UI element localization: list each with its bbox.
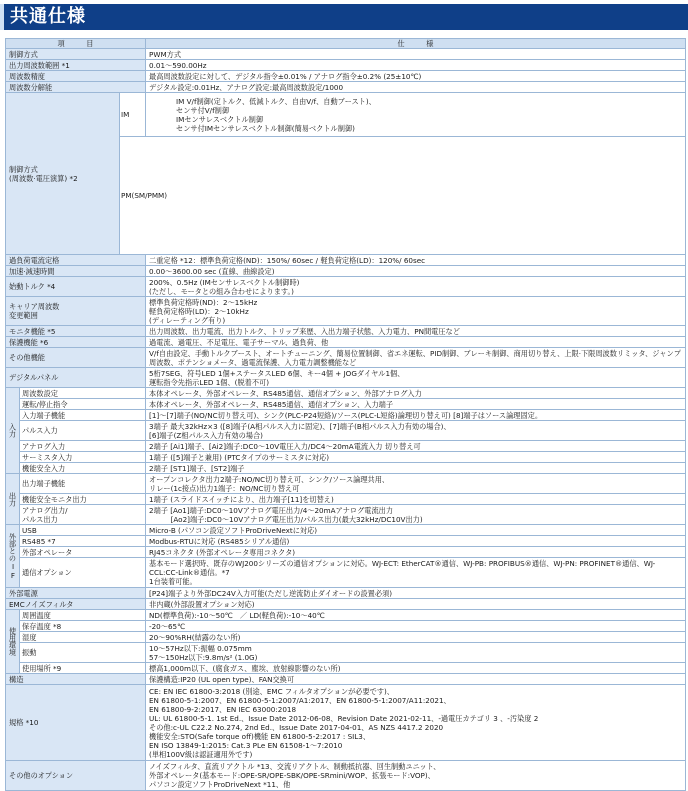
table-row — [6, 441, 686, 452]
row-value: V/f自由設定、手動トルクブースト、オートチューニング、簡易位置制御、省エネ運転、PID制御、ブレーキ制御、商用切り替え、上限·下限周波数リミッタ、ジャンプ周波数、ポテンショメータ、過電流保護、入力電力調整機能など — [146, 348, 686, 368]
row-value: 3端子 最大32kHz×3 ([8]端子(A相パルス入力に固定)、[7]端子(B相パルス入力有効の場合)、 [6]端子(Z相パルス入力有効の場合) — [146, 421, 686, 441]
row-label: アナログ入力 — [20, 441, 146, 452]
table-row — [6, 93, 686, 137]
spec-table-wrapper — [5, 38, 685, 791]
table-row — [6, 255, 686, 266]
row-label: 振動 — [20, 643, 146, 663]
table-row — [6, 474, 686, 494]
table-row — [6, 82, 686, 93]
table-row — [6, 505, 686, 525]
row-value: デジタル設定:0.01Hz、アナログ設定:最高周波数設定/1000 — [146, 82, 686, 93]
table-row — [6, 588, 686, 599]
table-row — [6, 326, 686, 337]
table-row — [6, 368, 686, 388]
table-row — [6, 599, 686, 610]
table-row — [6, 674, 686, 685]
table-row — [6, 388, 686, 399]
page-header — [0, 0, 688, 33]
group-label-output: 出力 — [6, 474, 20, 525]
row-label: 運転/停止指令 — [20, 399, 146, 410]
row-value: 0.01～590.00Hz — [146, 60, 686, 71]
table-row — [6, 643, 686, 663]
row-value: 本体オペレータ、外部オペレータ、RS485通信、通信オプション、外部アナログ入力 — [146, 388, 686, 399]
table-row — [6, 610, 686, 621]
table-row — [6, 536, 686, 547]
row-label: 入力端子機能 — [20, 410, 146, 421]
row-label: 周囲温度 — [20, 610, 146, 621]
sub-label: IM — [120, 93, 146, 137]
row-label: その他のオプション — [6, 761, 146, 791]
row-label: アナログ出力/ パルス出力 — [20, 505, 146, 525]
row-label: 構造 — [6, 674, 146, 685]
row-value: 標準負荷定格時(ND)：2～15kHz 軽負荷定格時(LD)：2～10kHz (ディレーティング有り) — [146, 297, 686, 326]
row-value: 2端子 [Ai1]端子、[Ai2]端子:DC0～10V電圧入力/DC4～20mA電流入力 切り替え可 — [146, 441, 686, 452]
row-value: IM V/f制御(定トルク、低減トルク、自由V/f、自動ブースト)、 センサ付V/f制御 IMセンサレスベクトル制御 センサ付IMセンサレスベクトル制御(簡易ベクトル制御) — [146, 93, 686, 137]
row-value: 20～90%RH(結露のない所) — [146, 632, 686, 643]
table-header-row — [6, 39, 686, 49]
row-label: 制御方式 — [6, 49, 146, 60]
table-row — [6, 399, 686, 410]
row-label: 外部オペレータ — [20, 547, 146, 558]
row-label: EMCノイズフィルタ — [6, 599, 146, 610]
row-label: 過負荷電流定格 — [6, 255, 146, 266]
table-row — [6, 60, 686, 71]
row-label: 始動トルク *4 — [6, 277, 146, 297]
header-item: 項 目 — [6, 39, 146, 49]
row-label: モニタ機能 *5 — [6, 326, 146, 337]
row-value: 2端子 [Ao1]端子:DC0～10Vアナログ電圧出力/4～20mAアナログ電流出力 [Ao2]端子:DC0～10Vアナログ電圧出力/パルス出力(最大32kHz/DC10V出力) — [146, 505, 686, 525]
row-value: 10～57Hz以下:振幅 0.075mm 57～150Hz以下:9.8m/s² (1.0G) — [146, 643, 686, 663]
row-label: 周波数分解能 — [6, 82, 146, 93]
table-row — [6, 49, 686, 60]
page-title: 共通仕様 — [10, 6, 86, 27]
row-label: パルス入力 — [20, 421, 146, 441]
row-label: 制御方式 (周波数·電圧演算) *2 — [6, 93, 120, 255]
row-label: 周波数設定 — [20, 388, 146, 399]
header-accent — [0, 4, 4, 30]
table-row — [6, 621, 686, 632]
row-label: サーミスタ入力 — [20, 452, 146, 463]
row-value: -20～65℃ — [146, 621, 686, 632]
row-label: 通信オプション — [20, 558, 146, 588]
table-row — [6, 463, 686, 474]
row-label: 規格 *10 — [6, 685, 146, 761]
row-label: キャリア周波数 変更範囲 — [6, 297, 146, 326]
row-value: 過電流、過電圧、不足電圧、電子サーマル、過負荷、他 — [146, 337, 686, 348]
row-value: CE: EN IEC 61800-3:2018 (別途、EMC フィルタオプションが必要です)、 EN 61800-5-1:2007、EN 61800-5-1:2007/A1:2017、EN 61800-5-1:2007/A11:2021、 EN 61800-9-2:2017、EN IEC 63000:2018 UL: UL 61800-5-1. 1st Ed.、Issue Date 2012-06-08、Revision Date 2021-02-11、-過電圧カテゴリ 3 、-汚染度 2 その他:c-UL C22.2 No.274, 2nd Ed.、Issue Date 2017-04-01、AS NZS 4417.2 2020 機能安全:STO(Safe torque off)機能 EN 61800-5-2:2017 : SIL3、 EN ISO 13849-1:2015: Cat.3 PLe EN 61508-1～7:2010 (単相100V級は認証適用外です) — [146, 685, 686, 761]
table-row — [6, 277, 686, 297]
table-row — [6, 558, 686, 588]
row-label: 加速·減速時間 — [6, 266, 146, 277]
row-label: USB — [20, 525, 146, 536]
row-label: 機能安全入力 — [20, 463, 146, 474]
table-row — [6, 494, 686, 505]
table-row — [6, 421, 686, 441]
row-value: 標高1,000m以下、(腐食ガス、塵埃、放射線影響のない所) — [146, 663, 686, 674]
row-label: 外部電源 — [6, 588, 146, 599]
row-value: オープンコレクタ出力2端子:NO/NC切り替え可、シンク/ソース論理共用、 リレー(1c接点)出力1端子：NO/NC切り替え可 — [146, 474, 686, 494]
row-label: 周波数精度 — [6, 71, 146, 82]
row-value: 出力周波数、出力電流、出力トルク、トリップ来歴、入出力端子状態、入力電力、PN間電圧など — [146, 326, 686, 337]
row-value: ND(標準負荷):-10～50℃ ／ LD(軽負荷):-10～40℃ — [146, 610, 686, 621]
table-row — [6, 547, 686, 558]
table-row — [6, 71, 686, 82]
row-value: [1]～[7]端子(NO/NC切り替え可)、シンク(PLC-P24短絡)/ソース(PLC-L短絡)論理切り替え可) [8]端子はソース論理固定。 — [146, 410, 686, 421]
row-value: 二重定格 *12：標準負荷定格(ND)：150%/ 60sec / 軽負荷定格(LD)：120%/ 60sec — [146, 255, 686, 266]
row-label: デジタルパネル — [6, 368, 146, 388]
table-row — [6, 525, 686, 536]
header-spec: 仕 様 — [146, 39, 686, 49]
row-value: Modbus-RTUに対応 (RS485シリアル通信) — [146, 536, 686, 547]
row-value: RJ45コネクタ (外部オペレータ専用コネクタ) — [146, 547, 686, 558]
table-row — [6, 761, 686, 791]
table-row — [6, 452, 686, 463]
row-label: 出力端子機能 — [20, 474, 146, 494]
row-label: その他機能 — [6, 348, 146, 368]
table-row — [6, 685, 686, 761]
table-row — [6, 663, 686, 674]
row-value: 2端子 [ST1]端子、[ST2]端子 — [146, 463, 686, 474]
row-value: 1端子 ([5]端子と兼用) (PTCタイプのサーミスタに対応) — [146, 452, 686, 463]
row-label: RS485 *7 — [20, 536, 146, 547]
row-value: 本体オペレータ、外部オペレータ、RS485通信、通信オプション、入力端子 — [146, 399, 686, 410]
row-value: 5桁7SEG、符号LED 1個+ステータスLED 6個、キー4個 + JOGダイヤル1個、 運転指令先指示LED 1個、(脱着不可) — [146, 368, 686, 388]
table-row — [6, 297, 686, 326]
row-value: 基本モード選択時、既存のWJ200シリーズの通信オプションに対応。WJ-ECT: EtherCAT®通信、WJ-PB: PROFIBUS®通信、WJ-PN: PROFINET®通信、WJ-CCL:CC-Link®通信。*7 1台装着可能。 — [146, 558, 686, 588]
table-row — [6, 410, 686, 421]
group-label-external-if: 外部とのIF — [6, 525, 20, 588]
group-label-input: 入力 — [6, 388, 20, 474]
table-row — [6, 348, 686, 368]
group-label-environment: 使用環境 — [6, 610, 20, 674]
row-value: ノイズフィルタ、直流リアクトル *13、交流リアクトル、制動抵抗器、回生制動ユニット、 外部オペレータ(基本モード:OPE-SR/OPE-SBK/OPE-SRmini/WOP、拡張モード:VOP)、 パソコン設定ソフトProDriveNext *11、他 — [146, 761, 686, 791]
table-row — [6, 632, 686, 643]
row-label: 湿度 — [20, 632, 146, 643]
row-label: 保存温度 *8 — [20, 621, 146, 632]
row-value: 最高周波数設定に対して、デジタル指令±0.01% / アナログ指令±0.2% (25±10℃) — [146, 71, 686, 82]
row-value: 200%、0.5Hz (IMセンサレスベクトル制御時) (ただし、モータとの組み合わせによります。) — [146, 277, 686, 297]
header-bar — [0, 4, 688, 30]
row-value: 1端子 (スライドスイッチにより、出力端子[11]を切替え) — [146, 494, 686, 505]
row-label: 保護機能 *6 — [6, 337, 146, 348]
row-value: [P24]端子より外部DC24V入力可能(ただし逆流防止ダイオードの設置必須) — [146, 588, 686, 599]
spec-table — [5, 38, 686, 791]
row-label: 使用場所 *9 — [20, 663, 146, 674]
sub-label: PM(SM/PMM) — [120, 137, 686, 255]
row-value: Micro-B (パソコン設定ソフトProDriveNextに対応) — [146, 525, 686, 536]
row-value: PWM方式 — [146, 49, 686, 60]
row-value: 保護構造:IP20 (UL open type)、FAN交換可 — [146, 674, 686, 685]
table-row — [6, 266, 686, 277]
table-row — [6, 337, 686, 348]
row-value: 非内蔵(外部設置オプション対応) — [146, 599, 686, 610]
row-label: 機能安全モニタ出力 — [20, 494, 146, 505]
row-value: 0.00～3600.00 sec (直線、曲線設定) — [146, 266, 686, 277]
row-label: 出力周波数範囲 *1 — [6, 60, 146, 71]
